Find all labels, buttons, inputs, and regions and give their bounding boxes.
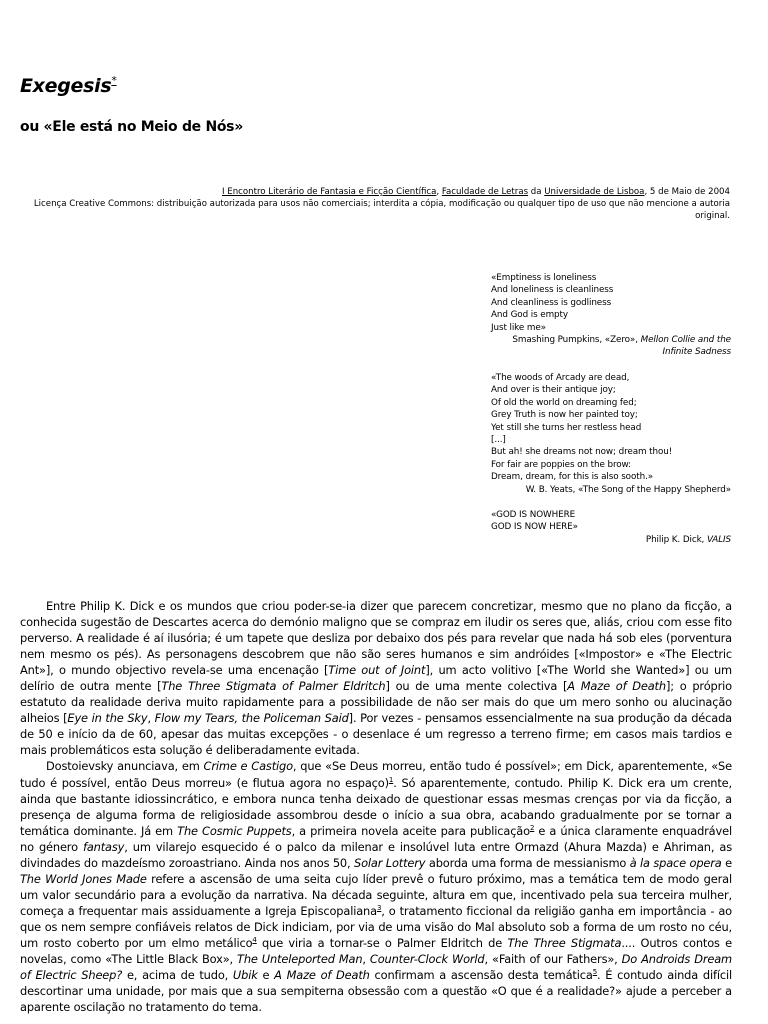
- epigraph-line: But ah! she dreams not now; dream thou!: [491, 447, 673, 458]
- text-run: ]; o próprio estatuto da realidade deriva muito rapidamente para a possibilidade de não ser mais do que um mero sonho ou alucinação alheios [: [20, 679, 732, 726]
- epigraph-valis: [491, 509, 731, 546]
- epigraph-line: «GOD IS NOWHERE: [491, 510, 576, 520]
- attribution-work: Infinite Sadness: [662, 347, 731, 358]
- work-title: Crime e Castigo: [203, 759, 293, 774]
- text-run: , «Faith of our Fathers»,: [484, 952, 622, 967]
- work-title: The Unteleported Man: [237, 952, 363, 967]
- attribution-work: VALIS: [706, 534, 731, 545]
- university-link[interactable]: Universidade de Lisboa: [544, 187, 645, 197]
- epigraph-yeats: [491, 372, 731, 496]
- text-run: e: [257, 968, 275, 983]
- text-run: . É contudo ainda difícil descortinar uma unidade, por mais que a sua sempiterna obsessão com a questão «O que é a realidade?» ajude a perceber a aparente oscilação no tratamento do tema.: [20, 968, 732, 1015]
- event-info: [30, 186, 730, 222]
- epigraph-line: [...]: [491, 435, 506, 446]
- text-run: , que «Se Deus morreu, então tudo é possível»; em Dick, aparentemente, «Se tudo é possível, então Deus morreu» (e flutua agora no espaço): [20, 759, 732, 790]
- attribution-author: Philip K. Dick,: [645, 534, 707, 545]
- epigraph-line: Of old the world on dreaming fed;: [491, 397, 637, 408]
- work-title: Solar Lottery: [354, 855, 426, 870]
- text-run: , a primeira novela aceite para publicação: [291, 823, 530, 838]
- text-run: ,: [147, 711, 155, 726]
- document-subtitle: ou «Ele está no Meio de Nós»: [20, 119, 243, 135]
- footnote-link-4[interactable]: 4: [252, 935, 257, 944]
- work-title: Eye in the Sky: [67, 711, 148, 726]
- work-title: Do Androids Dream of Electric Sheep?: [20, 952, 732, 983]
- faculty-link[interactable]: Faculdade de Letras: [441, 187, 529, 197]
- license-note: Licença Creative Commons: distribuição autorizada para usos não comerciais; interdita a cópia, modificação ou qualquer tipo de uso que não mencione a autoria original.: [33, 199, 730, 221]
- text-run: refere a ascensão de uma seita cujo líder prevê o futuro próximo, mas a temática tem de modo geral um valor secundário para a evolução da narrativa. Na década seguinte, altura em que, incentivado pela sua terceira mulher, começa a frequentar mais assiduamente a Igreja Episcopaliana: [20, 871, 732, 918]
- text-run: , um vilarejo esquecido é o palco da milenar e insolúvel luta entre Ormazd (Ahura Mazda) e Ahriman, as divindades do mazdeísmo zoroastriano. Ainda nos anos 50,: [20, 839, 733, 870]
- epigraph-line: For fair are poppies on the brow:: [491, 459, 632, 470]
- footnote-link-2[interactable]: 2: [529, 823, 535, 832]
- epigraph-line: Just like me»: [491, 322, 546, 333]
- event-link[interactable]: I Encontro Literário de Fantasia e Ficção Científica: [222, 187, 437, 197]
- footnote-link-3[interactable]: 3: [376, 903, 382, 912]
- work-title: Counter-Clock World: [369, 952, 485, 967]
- text-run: confirmam a ascensão desta temática: [369, 968, 593, 983]
- text-run: , o tratamento ficcional da religião ganha em importância - ao que os nem sempre confiáveis relatos de Dick indiciam, por via de uma visão do Mal absoluto sob a forma de um rosto no céu, um rosto coberto por um elmo metálico: [20, 903, 732, 950]
- paragraph-2: [20, 758, 732, 1015]
- epigraph-attribution: [491, 534, 731, 546]
- epigraph-line: «Emptiness is loneliness: [491, 273, 597, 283]
- text-run: que viria a tornar-se o Palmer Eldritch de: [256, 935, 508, 950]
- epigraph-line: GOD IS NOW HERE»: [491, 522, 578, 533]
- text-run: ,: [362, 952, 370, 967]
- epigraph-attribution: W. B. Yeats, «The Song of the Happy Shepherd»: [525, 484, 731, 495]
- body-text: [20, 598, 732, 1015]
- work-title: A Maze of Death: [274, 968, 370, 983]
- title-text: Exegesis: [20, 75, 112, 97]
- emphasis: fantasy: [82, 839, 125, 854]
- text-run: .... Outros contos e novelas, como «The Little Black Box»,: [20, 935, 732, 967]
- text-run: Entre Philip K. Dick e os mundos que criou poder-se-ia dizer que parecem concretizar, mesmo que no plano da ficção, a conhecida sugestão de Descartes acerca do demónio maligno que se compraz em iludir os seres que, aliás, criou com esse fito perverso. A realidade é aí ilusória; é um tapete que desliza por debaixo dos pés para revelar que nada há sob eles (porventura nem mesmo os pés). As personagens descobrem que não são seres humanos e sim andróides [«Impostor» e «The Electric Ant»], o mundo objectivo revela-se uma encenação [: [20, 599, 732, 678]
- epigraph-attribution: [491, 334, 731, 346]
- text-run: e: [721, 855, 732, 870]
- text-run: ] ou de uma mente colectiva [: [385, 679, 568, 694]
- work-title: A Maze of Death: [567, 679, 666, 694]
- epigraph-line: Yet still she turns her restless head: [491, 422, 642, 433]
- epigraph-line: «The woods of Arcady are dead,: [491, 373, 630, 383]
- work-title: The World Jones Made: [20, 871, 147, 886]
- text-run: Dostoievsky anunciava, em: [46, 759, 204, 774]
- title-footnote-link[interactable]: *: [111, 74, 117, 87]
- work-title: Ubik: [232, 968, 258, 983]
- separator: ,: [436, 187, 442, 197]
- footnote-link-5[interactable]: 5: [592, 968, 598, 977]
- work-title: The Three Stigmata of Palmer Eldritch: [161, 679, 386, 694]
- epigraph-line: And loneliness is cleanliness: [491, 285, 614, 296]
- footnote-link-1[interactable]: 1: [388, 775, 394, 784]
- emphasis: à la space opera: [629, 855, 722, 870]
- text-run: . Só aparentemente, contudo. Philip K. Dick era um crente, ainda que bastante idiossincrático, e embora nunca tenha deixado de questionar essas mesmas crenças por via da ficção, a presença de alguma forma de religiosidade assombrou desde o início a sua obra, acabando gradualmente por se tornar a temática dominante. Já em: [20, 775, 732, 838]
- epigraph-line: Grey Truth is now her painted toy;: [491, 410, 638, 421]
- paragraph-1: [20, 598, 732, 758]
- epigraph-attribution-cont: [491, 346, 731, 358]
- text-run: e a única claramente enquadrável no género: [20, 823, 732, 854]
- connector-text: da: [528, 187, 545, 197]
- attribution-work: Mellon Collie and the: [640, 335, 731, 346]
- work-title: Flow my Tears, the Policeman Said: [154, 711, 349, 726]
- event-line: [30, 186, 730, 198]
- text-run: ]. Por vezes - pensamos essencialmente na sua produção da década de 50 e início da de 60, apesar das muitas excepções - o desenlace é um regresso a terreno firme; em casos mais tardios e mais problemáticos esta solução é deliberadamente evitada.: [20, 711, 732, 758]
- text-run: e, acima de tudo,: [122, 968, 233, 983]
- work-title: Time out of Joint: [328, 663, 426, 678]
- epigraph-line: And God is empty: [491, 310, 568, 321]
- epigraph-line: Dream, dream, for this is also sooth.»: [491, 472, 654, 483]
- text-run: aborda uma forma de messianismo: [425, 855, 630, 870]
- event-date: , 5 de Maio de 2004: [644, 187, 730, 197]
- text-run: ], um acto volitivo [«The World she Wanted»] ou um delírio de outra mente [: [20, 663, 732, 694]
- epigraph-line: And cleanliness is godliness: [491, 297, 612, 308]
- document-title: [20, 74, 117, 97]
- attribution-author: Smashing Pumpkins, «Zero»,: [512, 335, 641, 346]
- work-title: The Cosmic Puppets: [177, 823, 292, 838]
- epigraph-line: And over is their antique joy;: [491, 385, 616, 396]
- epigraph-smashing-pumpkins: [491, 272, 731, 359]
- work-title: The Three Stigmata: [507, 935, 622, 950]
